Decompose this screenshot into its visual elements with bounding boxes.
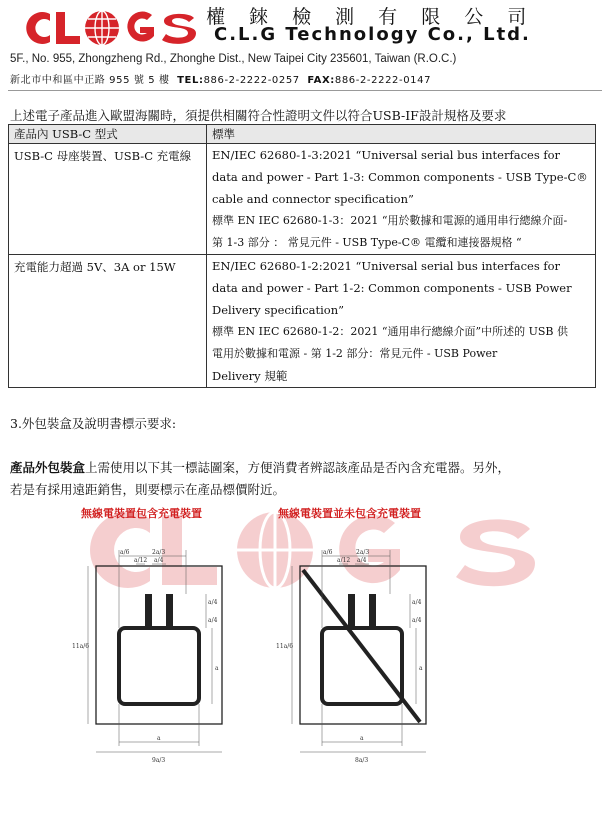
label-with-charger: 無線電裝置包含充電裝置: [81, 507, 202, 520]
paragraph-line-2: 若是有採用遠距銷售，則要標示在產品標價附近。: [10, 482, 286, 497]
standard-line: EN/IEC 62680-1-2:2021 “Universal serial bus interfaces for: [212, 259, 561, 273]
charger-prong-icon: [348, 594, 355, 628]
cell-standard: [207, 255, 596, 388]
company-name-zh: 權 錸 檢 測 有 限 公 司: [206, 6, 536, 28]
charger-body-icon: [119, 628, 199, 704]
tel-number: 886-2-2222-0257: [203, 75, 300, 86]
dim-label: a/12: [134, 557, 148, 564]
dim-label: a/4: [154, 557, 164, 564]
paragraph-line-1: [10, 458, 510, 476]
charger-body-icon: [322, 628, 402, 704]
standard-line: 標準 EN IEC 62680-1-2：2021 “通用串行總線介面”中所述的 USB 供: [212, 325, 568, 338]
paragraph-line-1-rest: 上需使用以下其一標誌圖案，方便消費者辨認該產品是否內含充電器。另外，: [85, 460, 511, 475]
tel-label: TEL:: [177, 75, 204, 86]
cell-type: USB-C 母座裝置、USB-C 充電線: [9, 144, 207, 255]
dim-label: a/6: [120, 549, 130, 556]
dim-label: 2a/3: [356, 549, 370, 556]
pictogram-charger-included: [88, 550, 222, 752]
dim-label: 11a/6: [72, 643, 90, 650]
standards-table: [8, 124, 596, 388]
dim-label: a/4: [208, 599, 218, 606]
table-row: [9, 255, 596, 388]
dim-label: a/12: [337, 557, 351, 564]
pictogram-charger-not-included: [292, 550, 426, 752]
dim-label: 11a/6: [276, 643, 294, 650]
fax-label: FAX:: [307, 75, 335, 86]
dim-label: 8a/3: [355, 757, 369, 764]
charger-prong-icon: [369, 594, 376, 628]
standard-line: 電用於數據和電源 - 第 1-2 部分：常見元件 - USB Power: [212, 347, 498, 360]
dimension-labels-left: [72, 549, 219, 764]
pictogram-frame: [96, 566, 222, 724]
dim-label: 9a/3: [152, 757, 166, 764]
charger-prong-icon: [166, 594, 173, 628]
dim-label: 2a/3: [152, 549, 166, 556]
dim-label: a: [157, 735, 161, 742]
section-title: 3.外包裝盒及說明書標示要求:: [10, 416, 177, 431]
dim-label: a/4: [412, 617, 422, 624]
standard-line: data and power - Part 1-3: Common components - USB Type-C®: [212, 170, 588, 184]
standard-line: data and power - Part 1-2: Common components - USB Power: [212, 281, 572, 295]
charger-prong-icon: [145, 594, 152, 628]
table-row: [9, 144, 596, 255]
standard-line: 標準 EN IEC 62680-1-3：2021 “用於數據和電源的通用串行總線介面-: [212, 214, 568, 227]
dim-label: a: [360, 735, 364, 742]
address-zh: 新北市中和區中正路 955 號 5 樓: [10, 75, 170, 86]
address-en: 5F., No. 955, Zhongzheng Rd., Zhonghe Dist., New Taipei City 235601, Taiwan (R.O.C.): [10, 53, 457, 65]
dim-label: a: [419, 665, 423, 672]
standard-line: EN/IEC 62680-1-3:2021 “Universal serial bus interfaces for: [212, 148, 561, 162]
dim-label: a/4: [208, 617, 218, 624]
table-header-row: [9, 125, 596, 144]
charger-pictograms: [0, 530, 611, 780]
dim-label: a/6: [323, 549, 333, 556]
standard-line: Delivery 規範: [212, 369, 288, 383]
intro-text: 上述電子產品進入歐盟海關時，須提供相關符合性證明文件以符合USB-IF設計規格及要求: [10, 108, 507, 123]
paragraph-bold-lead: 產品外包裝盒: [10, 460, 86, 475]
standard-line: Delivery specification”: [212, 303, 344, 317]
column-header-standard: 標準: [207, 125, 596, 144]
standard-line: 第 1-3 部分 ： 常見元件 - USB Type-C® 電纜和連接器規格 “: [212, 236, 522, 249]
standard-line: cable and connector specification”: [212, 192, 414, 206]
company-logo: [12, 6, 200, 50]
cell-type: 充電能力超過 5V、3A or 15W: [9, 255, 207, 388]
address-zh-contact: [10, 71, 431, 86]
header-divider: [8, 90, 602, 91]
fax-number: 886-2-2222-0147: [334, 75, 432, 86]
column-header-type: 產品內 USB-C 型式: [9, 125, 207, 144]
dim-label: a: [215, 665, 219, 672]
label-without-charger: 無線電裝置並未包含充電裝置: [278, 507, 421, 520]
company-name-en: C.L.G Technology Co., Ltd.: [214, 24, 531, 45]
dim-label: a/4: [412, 599, 422, 606]
cell-standard: [207, 144, 596, 255]
dim-label: a/4: [357, 557, 367, 564]
